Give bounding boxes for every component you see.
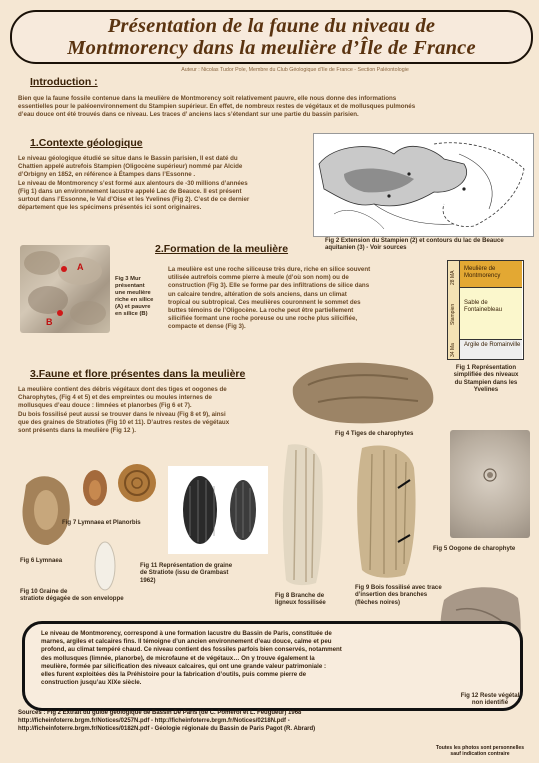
fig8-caption-line: Fig 8 Branche de: [275, 592, 325, 599]
fig1-caption-line: simplifiée des niveaux: [453, 371, 519, 379]
fig4-charophyte-stems-photo: [288, 357, 438, 427]
section3-line: La meulière contient des débris végétaux dont des tiges et oogones de: [18, 386, 227, 393]
marker-b-label: B: [46, 317, 53, 327]
section1-line: surtout dans l’Essonne, le Val d’Oise et les Yvelines (Fig 2). C’est de ce dernier: [18, 196, 250, 204]
conclusion-line: des mollusques (limnée, planorbe), de microfaune et de végétaux… On y trouve également la: [41, 654, 315, 662]
poster-title-line-2: Montmorency dans la meulière d’Île de France: [67, 37, 476, 59]
section2-line: buttes témoins de l’Oligocène. La roche peut être partiellement: [168, 307, 354, 315]
fig3-caption-line: en silice (B): [115, 311, 148, 318]
fig1-caption-line: Fig 1 Représentation: [455, 364, 517, 371]
fig8-caption: [275, 592, 345, 607]
sources-line: Sources : Fig 2 Extrait du guide géologique de Bassin De Paris (de C. Pomerol et L. Feugueur) 1968: [18, 710, 302, 716]
conclusion-line: construction jusqu’au XIXe siècle.: [41, 679, 142, 687]
fig8-caption-line: ligneux fossilisée: [275, 599, 326, 607]
small-lymnaea-illustration: [80, 466, 110, 508]
fig12-caption-line: Fig 12 Reste végétal: [460, 692, 520, 699]
author-line: Auteur : Nicolas Tudor Pole, Membre du Club Géologique d’Ile de France - Section Paléontologie: [181, 67, 409, 73]
fig5-caption: Fig 5 Oogone de charophyte: [433, 545, 516, 552]
fig3-wall-photo: [20, 245, 110, 333]
section2-line: compacte et dense (Fig 3).: [168, 323, 246, 331]
section2-line: tropical ou subtropical. Ces meulières couronnent le sommet des: [168, 298, 361, 306]
section3-line: Du bois fossilisé peut aussi se trouver dans le niveau (Fig 8 et 9), ainsi: [18, 410, 226, 418]
conclusion-line: elles furent exploitées dès la Préhistoire pour la fabrication d’outils, puis comme pierre de: [41, 671, 307, 679]
fig10-caption-line: Fig 10 Graine de: [20, 588, 68, 595]
section2-line: La meulière est une roche siliceuse très dure, riche en silice souvent: [168, 266, 371, 273]
planorbis-illustration: [115, 462, 160, 504]
rock-illustration: [288, 357, 438, 427]
basin-map-illustration: [314, 134, 533, 236]
section3-line: mollusques d’eau douce : limnées et planorbes (Fig 6 et 7).: [18, 402, 192, 410]
section2-text: [168, 266, 430, 332]
fig9-caption: [355, 584, 445, 606]
sources-line: http://ficheinfoterre.brgm.fr/Notices/0182N.pdf - Géologie régionale du Bassin de Paris Pagot (R. Abrard): [18, 725, 316, 732]
fig11-caption-line: 1962): [140, 576, 156, 584]
section1-line: (Fig 1) dans un environnement lacustre appelé Lac de Beauce. Il est présent: [18, 187, 242, 195]
fig9-caption-line: Fig 9 Bois fossilisé avec trace: [355, 584, 442, 591]
fig3-caption-line: riche en silice: [115, 297, 154, 304]
section2-line: silicifiée formant une roche poreuse ou une roche plus silicifiée,: [168, 315, 358, 323]
intro-line: Bien que la faune fossile contenue dans la meulière de Montmorency soit relativement pauvre, elle nous donne des informations: [18, 95, 397, 102]
fig3-caption-line: (A) et pauvre: [115, 304, 151, 311]
conclusion-line: Le niveau de Montmorency, correspond à une formation lacustre du Bassin de Paris, constituée de: [41, 630, 332, 637]
section1-line: Le niveau de Montmorency s’est formé aux alentours de -30 millions d’années: [18, 179, 248, 187]
photo-credit-note: [430, 745, 530, 757]
marker-a-label: A: [77, 262, 84, 272]
lymnaea-fossil-illustration: [18, 470, 73, 548]
fig10-caption-line: stratiote dégagée de son enveloppe: [20, 595, 124, 603]
section1-line: Le niveau géologique étudié se situe dans le Bassin parisien, Il est daté du: [18, 155, 238, 162]
fig7-lymnaea-photo: [80, 466, 110, 508]
oogone-illustration: [450, 430, 530, 538]
fig12-caption-line: non identifié: [471, 699, 509, 707]
fig9-caption-line: (flèches noires): [355, 598, 401, 606]
poster-title-box: [10, 10, 533, 64]
conclusion-text: [41, 630, 511, 687]
fig4-caption: Fig 4 Tiges de charophytes: [335, 430, 414, 437]
section3-heading: 3.Faune et flore présentes dans la meulière: [30, 368, 246, 380]
fig3-caption-line: une meulière: [115, 290, 151, 297]
intro-line: d’eau douce ont été trouvés dans ce niveau. Les traces d’ anciens lacs s’étendant sur une partie du bassin parisien.: [18, 111, 359, 119]
fig11-caption: [140, 562, 260, 584]
section1-heading: 1.Contexte géologique: [30, 137, 143, 149]
fig2-caption-line: aquitanien (3) - Voir sources: [325, 244, 407, 252]
fig11-seed-drawing: [168, 466, 268, 554]
fig3-caption-line: présentant: [115, 283, 145, 290]
strat-row-argile: Argile de Romainville: [460, 339, 522, 359]
section1-line: Chattien appelé autrefois Stampien (Oligocène supérieur) nommé par Alcide: [18, 163, 243, 171]
section3-line: que des graines de Stratiotes (Fig 10 et 11). D’autres restes de végétaux: [18, 418, 230, 426]
section1-line: d’Orbigny en 1852, en référence à Étampes dans l’Essonne .: [18, 171, 196, 179]
intro-line: essentielles pour le paléoenvironnement du Stampien supérieur. En effet, de nombreux restes de végétaux et de mollusques pulmonés: [18, 103, 416, 111]
fig7-planorbis-photo: [115, 462, 160, 504]
strat-row-meuliere: Meulière de Montmorency: [460, 261, 522, 287]
poster-title-line-1: Présentation de la faune du niveau de: [107, 15, 436, 37]
section2-line: un calcaire tendre, altération de sols anciens, dans un climat: [168, 290, 347, 298]
section2-line: construction (Fig 3). Elle se forme par des infiltrations de silice dans: [168, 282, 370, 290]
fig3-caption: [115, 276, 165, 319]
conclusion-line: profond, au climat tempéré chaud. Ce niveau contient des fossiles parfois bien conservés, notamment: [41, 646, 342, 654]
seed-drawing-illustration: [168, 466, 268, 554]
section3-line: sont présents dans la meulière (Fig 12 ).: [18, 427, 136, 435]
fig11-caption-line: de Stratiote (issu de Grambast: [140, 569, 229, 577]
fig12-caption: [445, 692, 535, 707]
strat-row-sable: Sable de Fontainebleau: [460, 287, 522, 339]
stratiote-seed-illustration: [90, 540, 120, 592]
fig1-caption-line: Yvelines: [473, 385, 499, 393]
fig1-strat-column: [447, 260, 524, 360]
fig6-caption: Fig 6 Lymnaea: [20, 557, 63, 564]
section2-heading: 2.Formation de la meulière: [155, 243, 289, 255]
section3-line: Charophytes, (Fig 4 et 5) et des empreintes ou moules internes de: [18, 394, 212, 402]
sources-text: [18, 710, 438, 733]
fig6-lymnaea-photo: [18, 470, 73, 548]
strat-side-mid: Stampien: [450, 303, 456, 325]
note-line: sauf indication contraire: [450, 751, 510, 758]
fig5-oogone-photo: [450, 430, 530, 538]
fig8-branch-photo: [278, 440, 328, 588]
wood-illustration: [350, 440, 422, 580]
fig10-caption: [20, 588, 130, 603]
fig9-caption-line: d’insertion des branches: [355, 591, 428, 599]
fig9-wood-photo: [350, 440, 422, 580]
conclusion-line: marnes, argiles et calcaires fins. Il témoigne d’un ancien environnement d’eau douce, calme et peu: [41, 638, 332, 646]
conclusion-line: meulière, formée par silicification des niveaux calcaires, qui ont une grande valeur patrimoniale :: [41, 662, 327, 670]
intro-text: [18, 95, 523, 120]
section1-text: [18, 155, 318, 212]
note-line: Toutes les photos sont personnelles: [435, 745, 525, 751]
strat-side-top: 28 MA: [450, 270, 456, 285]
fig2-caption: [325, 237, 535, 252]
fig10-seed-photo: [90, 540, 120, 592]
intro-heading: Introduction :: [30, 76, 98, 88]
fig11-caption-line: Fig 11 Représentation de graine: [140, 562, 233, 569]
branch-illustration: [278, 440, 328, 588]
fig1-caption: [443, 364, 529, 393]
section3-text: [18, 386, 308, 435]
section1-line: département que les spécimens présentés ici sont originaires.: [18, 204, 202, 212]
fig2-caption-line: Fig 2 Extension du Stampien (2) et contours du lac de Beauce: [325, 237, 504, 244]
section2-line: utilisée autrefois comme pierre à meule (d’où son nom) ou de: [168, 274, 349, 282]
fig3-caption-line: Fig 3 Mur: [115, 276, 141, 282]
fig2-map: [313, 133, 534, 237]
fig1-caption-line: du Stampien dans les: [454, 378, 518, 386]
fig7-caption: Fig 7 Lymnaea et Planorbis: [62, 519, 141, 526]
sources-line: http://ficheinfoterre.brgm.fr/Notices/0257N.pdf - http://ficheinfoterre.brgm.fr/Notices/0218N.pdf -: [18, 717, 290, 724]
wall-stones-illustration: [20, 245, 110, 333]
strat-side-bot: 34 Ma: [450, 343, 456, 357]
